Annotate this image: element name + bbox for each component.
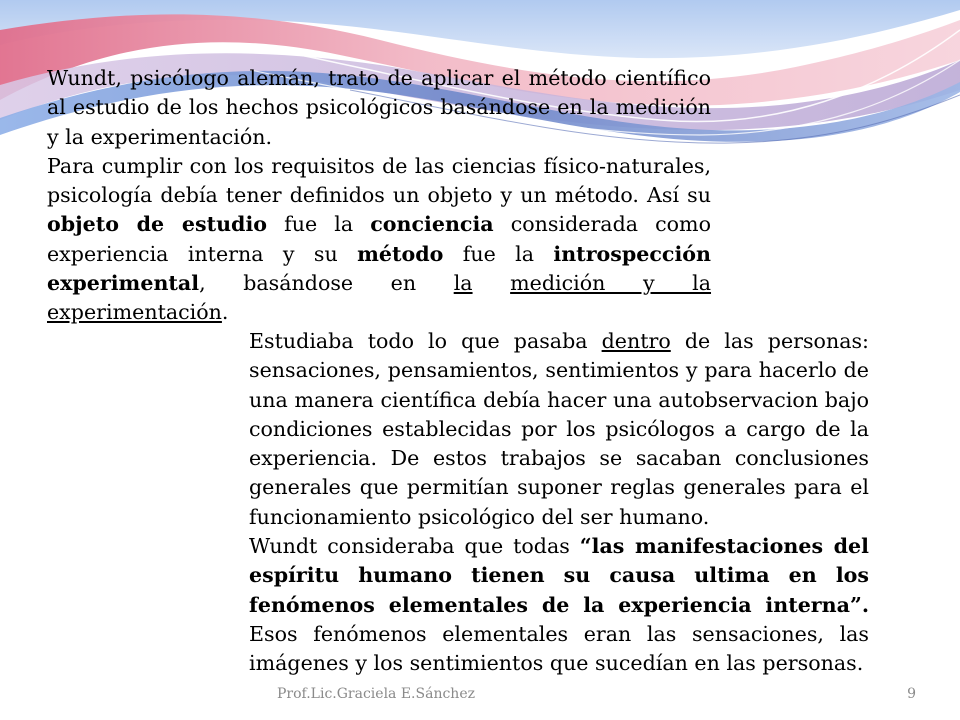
paragraph-object-method: Para cumplir con los requisitos de las ciencias físico-naturales, psicología debía tener definidos un objeto y un método. Así su objeto de estudio fue la conciencia considerada como experiencia interna y su método fue la introspección experimental, basándose en la medición y la experimentación. [47, 153, 712, 325]
emphasis-conciencia: conciencia [370, 212, 494, 237]
footer-author: Prof.Lic.Graciela E.Sánchez [277, 686, 475, 702]
paragraph-estudiaba: Estudiaba todo lo que pasaba dentro de las personas: sensaciones, pensamientos, sentimientos y para hacerlo de una manera científica debía hacer una autobservacion bajo condiciones establecidas por los psicólogos a cargo de la experiencia. De estos trabajos se sacaban conclusiones generales que permitían suponer reglas generales para el funcionamiento psicológico del ser humano. [249, 329, 869, 529]
paragraph-block-wundt-method [47, 64, 711, 328]
emphasis-quote-manifestaciones: “las manifestaciones del espíritu humano tienen su causa ultima en los fenómenos elementales de la experiencia interna”. [249, 534, 869, 617]
emphasis-metodo: método [357, 241, 444, 266]
paragraph-manifestaciones: Wundt consideraba que todas “las manifestaciones del espíritu humano tienen su causa ultima en los fenómenos elementales de la experiencia interna”. Esos fenómenos elementales eran las sensaciones, las imágenes y los sentimientos que sucedían en las personas. [249, 534, 869, 676]
paragraph-block-introspection [249, 327, 869, 679]
emphasis-objeto-de-estudio: objeto de estudio [47, 212, 268, 237]
paragraph-wundt-intro: Wundt, psicólogo alemán, trato de aplicar el método científico al estudio de los hechos psicológicos basándose en la medición y la experimentación. [47, 66, 711, 149]
page-number: 9 [907, 686, 916, 702]
underline-dentro: dentro [601, 329, 671, 353]
underline-medicion-experimentacion: medición y la experimentación [47, 271, 712, 325]
emphasis-introspeccion-experimental: introspección experimental [47, 241, 711, 296]
underline-la: la [453, 271, 473, 296]
